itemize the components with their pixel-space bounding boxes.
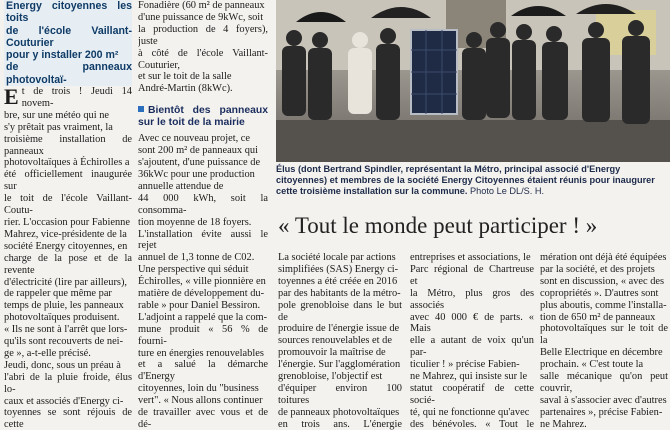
photo-illustration [276, 0, 670, 162]
column-5-text [410, 252, 534, 430]
text-line: sont 200 m² de panneaux qui [138, 145, 258, 157]
text-line: d'une puissance de 9kWc, soit [138, 11, 264, 23]
text-line: tion moyenne de 18 foyers. [138, 216, 252, 228]
text-line: citoyennes, loin du "business [138, 383, 259, 395]
text-line: temps de pluie, les panneaux [4, 300, 124, 312]
article-column-2 [138, 0, 268, 430]
article-headline: « Tout le monde peut participer ! » [278, 213, 598, 238]
text-line: s'ajoutent, d'une puissance de [138, 157, 261, 169]
text-line: pole grenobloise dans le but de [278, 299, 402, 323]
text-line: charge de la pose et de la revente [4, 252, 132, 276]
text-line: prochain. « C'est toute la [540, 359, 644, 371]
text-line: simplifiées (SAS) Energy ci- [278, 263, 399, 275]
text-line: en trois ans. L'énergie [278, 418, 402, 430]
text-line: toyennes a été créée en 2016 [278, 275, 398, 287]
text-line: le toit de l'école Vaillant-Coutu- [4, 193, 132, 217]
text-line: Jeudi, donc, sous un préau à [4, 359, 121, 371]
text-line: la production de 4 foyers), juste [138, 23, 268, 47]
text-line: salle mécanique qu'on peut couvrir, [540, 371, 668, 394]
text-line: André-Martin (8kWc). [138, 83, 233, 95]
text-line: Belle Electrique en décembre [540, 347, 663, 359]
text-line: Mahrez, vice-présidente de la [4, 228, 127, 240]
text-line: de rappeler que même par [4, 288, 112, 300]
column-6-text [540, 252, 668, 430]
text-line: té, qui ne fonctionne qu'avec [410, 406, 530, 418]
column-2-intro-text [138, 0, 268, 95]
text-line: elle a autant de voix qu'un par- [410, 335, 534, 359]
text-line: ne Mahrez, qui insiste sur le [410, 371, 528, 383]
text-line: de panneaux photovoltaïques [278, 406, 400, 418]
subheading-text: Bientôt des panneaux sur le toit de la mairie [138, 105, 268, 129]
drop-cap: E [4, 86, 19, 109]
text-line: vert". « Nous allons continuer [138, 395, 263, 407]
text-line: ne Mahrez. [540, 418, 587, 430]
text-line: mération ont déjà été équipées [540, 252, 667, 263]
text-line: et sur le toit de la salle [138, 71, 232, 83]
text-line: rable » pour Daniel Bessiron. [138, 299, 261, 311]
text-line: annuelle attendue de [138, 180, 224, 192]
text-line: sont en discussion, « avec des [540, 275, 665, 287]
text-line: photovoltaïques produisent. [4, 312, 120, 324]
text-line: 44 000 kWh, soit la consomma- [138, 192, 268, 216]
solar-panel [411, 30, 457, 114]
text-line: et a salué la démarche d'Energy [138, 359, 268, 383]
text-line: photovoltaïques à Échirolles a [4, 157, 130, 169]
text-line: statut coopératif de cette socié- [410, 382, 534, 406]
text-line: l'énergie. Sur l'agglomération [278, 359, 401, 371]
text-line: toyennes se sont réjouis de cette [4, 407, 132, 430]
text-line: d'électricité (lire par ailleurs), [4, 276, 128, 288]
text-line: ture en énergies renouvelables [138, 347, 264, 359]
text-line: caux et associés d'Energy ci- [4, 395, 124, 407]
text-line: photovoltaïques sur le toit de la [540, 323, 668, 347]
column-1-text [4, 86, 132, 430]
text-line: l'abri de la pluie froide, élus lo- [4, 371, 132, 395]
text-line: matière de développement du- [138, 288, 265, 300]
square-bullet-icon [138, 106, 144, 112]
photo-caption [276, 164, 668, 198]
text-line: tion de 650 m² de panneaux [540, 311, 656, 323]
text-line: La société locale par actions [278, 252, 396, 263]
text-line: la Métro, plus gros des associés [410, 287, 534, 311]
article-column-6 [540, 252, 668, 430]
text-line: partenaires », précise Fabien- [540, 406, 663, 418]
lead-line: de l'école Vaillant-Couturier [6, 24, 132, 49]
text-line: t de trois ! Jeudi 14 novem- [21, 86, 132, 109]
article-column-1 [4, 86, 132, 430]
text-line: des bénévoles. « Tout le [410, 418, 534, 430]
text-line: Échirolles, « ville pionnière en [138, 276, 266, 288]
text-line: entreprises et associations, le [410, 252, 531, 263]
text-line: sources renouvelables et de [278, 335, 392, 347]
text-line: Une perspective qui séduit [138, 264, 249, 276]
text-line: troisième installation de panneaux [4, 133, 132, 157]
text-line: société Energy citoyennes, en [4, 240, 128, 252]
column-2-text [138, 133, 268, 430]
text-line: à côté de l'école Vaillant-Couturier, [138, 47, 268, 71]
text-line: qu'ils sont recouverts de nei- [4, 336, 124, 348]
lead-text [4, 0, 132, 86]
text-line: s'y prêtait pas vraiment, la [4, 121, 113, 133]
subheading [138, 105, 268, 129]
text-line: été officiellement inaugurée sur [4, 169, 132, 193]
text-line: 36kWc pour une production [138, 168, 255, 180]
text-line: rier. L'occasion pour Fabienne [4, 216, 130, 228]
text-line: d'équiper environ 100 toitures [278, 382, 402, 406]
text-line: produire de l'énergie issue de [278, 323, 400, 335]
text-line: L'adjoint a rappelé que la com- [138, 311, 268, 323]
text-line: grenobloise, l'objectif est [278, 371, 383, 383]
text-line: annuel de 1,3 tonne de C02. [138, 252, 255, 264]
lead-line: pour y installer 200 m² [6, 49, 119, 62]
caption-text: Élus (dont Bertrand Spindler, représentant la Métro, principal associé d'Energy citoyennes) et membres de la société Energy Citoyennes étaient réunis pour inaugurer cette troisième installation sur la commune. [276, 164, 655, 197]
text-line: mune produit « 56 % de fourni- [138, 323, 268, 347]
text-line: copropriétés ». D'autres sont [540, 287, 659, 299]
text-line: Avec ce nouveau projet, ce [138, 133, 251, 145]
text-line: Parc régional de Chartreuse et [410, 263, 534, 287]
text-line: Fonadière (60 m² de panneaux [138, 0, 265, 11]
text-line: par la société, et des projets [540, 263, 655, 275]
text-line: bre, sur une météo qui ne [4, 109, 110, 121]
lead-line: Energy citoyennes les toits [6, 0, 132, 25]
lead-intro [4, 0, 132, 86]
lead-line: de panneaux photovoltaï- [6, 61, 132, 86]
text-line: ge », a-t-elle précisé. [4, 347, 91, 359]
group-photo [276, 0, 670, 162]
text-line: promouvoir la maîtrise de [278, 347, 386, 359]
column-4-text [278, 252, 402, 430]
text-line: L'installation évite aussi le rejet [138, 228, 268, 252]
text-line: par des habitants de la métro- [278, 287, 401, 299]
text-line: saval à s'associer avec d'autres [540, 394, 667, 406]
text-line: de travailler avec vous et de dé- [138, 407, 268, 430]
text-line: plus aboutis, comme l'installa- [540, 299, 667, 311]
text-line: ticulier ! » précise Fabien- [410, 359, 520, 371]
photo-credit: Photo Le DL/S. H. [470, 186, 545, 197]
article-column-4 [278, 252, 402, 430]
text-line: « Ils ne sont à l'arrêt que lors- [4, 324, 128, 336]
text-line: avec 40 000 € de parts. « Mais [410, 311, 534, 335]
article-column-5 [410, 252, 534, 430]
